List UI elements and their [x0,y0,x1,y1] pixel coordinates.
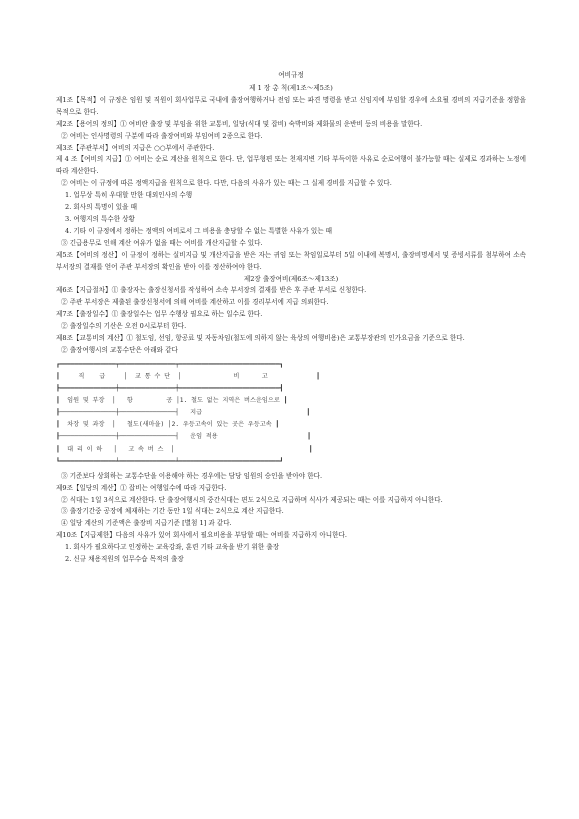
chapter-1-heading: 제 1 장 총 칙(제1조～제5조) [249,84,333,92]
article-4-para-2: ② 여비는 이 규정에 따른 정액지급을 원칙으로 한다. 다만, 다음의 사유가 있는 때는 그 실제 경비를 지급할 수 있다. [61,179,392,188]
article-2-para-1: 제2조【용어의 정의】① 여비란 출장 및 부임을 위한 교통비, 일당(식대 및 잡비) 숙박비와 제화물의 운반비 등의 비용을 말한다. [56,119,423,128]
article-10: 제10조【지급제한】다음의 사유가 있어 회사에서 필요비용을 부담할 때는 여비를 지급하지 아니한다. [56,531,347,540]
article-4-para-3: ③ 긴급용무로 인해 계산 여유가 없을 때는 여비를 개산지급할 수 있다. [61,238,263,247]
article-6-para-1: 제6조【지급절차】① 출장자는 출장신청서를 작성하여 소속 부서장의 결재를 받은 후 주관 부서로 신청한다. [56,286,367,295]
article-5: 제5조【여비의 정산】이 규정이 정하는 실비지급 및 개산지급을 받은 자는 귀임 또는 착임일로부터 5일 이내에 복명서, 출장비명세서 및 증빙서류를 첨부하여 소속 부서장의 결재를 얻어 주관 부서장의 확인을 받아 이를 정산하여야 한다. [56,250,526,271]
chapter-2-heading: 제2장 출장여비(제6조～제13조) [243,274,339,283]
transport-table-text: ┏━━━━━━━━━━━━━━━┯━━━━━━━━━━━━━━━┯━━━━━━━━━━━━━━━━━━━━━━━━━━━┓ ┃ 직 급 │ 교 통 수 단 │ 비 고 ┃ ┣━━━━━━━━━━━━━━━┿━━━━━━━━━━━━━━━┿━━━━━━━━━━━━━━━━━━━━━━━━━━━┫ ┃ 임원 및 부장 │ 항 공 │1. 철도 없는 지역은 버스운임으로 ┃ ┠───────────────┼───────────────┤ 지급 ┃ ┃ 차장 및 과장 │ 철도(새마을) │2. 우등고속이 있는 곳은 우등고속 ┃ ┠───────────────┼───────────────┤ 운임 적용 ┃ ┃ 대 리 이 하 │ 고 속 버 스 │ ┃ ┗━━━━━━━━━━━━━━━┷━━━━━━━━━━━━━━━┷━━━━━━━━━━━━━━━━━━━━━━━━━━━┛ [56,360,320,465]
document-page [56,70,526,566]
article-9-para-1: 제9조【일당의 계산】① 잡비는 여행일수에 따라 지급한다. [56,483,227,492]
article-4-item-4: 4. 기타 이 규정에서 정하는 정액의 여비로서 그 비용을 충당할 수 없는 특별한 사유가 있는 때 [65,226,333,235]
article-6-para-2: ② 주관 부서장은 제출된 출장신청서에 의해 여비를 계산하고 이를 경리부서에 지급 의뢰한다. [61,298,329,307]
document-title: 여비규정 [278,71,304,79]
article-1: 제1조【목적】이 규정은 임원 및 직원이 회사업무로 국내에 출장여행하거나 전임 또는 파견 명령을 받고 신임지에 부임할 경우에 소요될 경비의 지급기준을 정함을 목적으로 한다. [56,95,526,116]
article-4-item-1: 1. 업무상 특히 우대할 만한 대외인사의 수행 [65,191,193,200]
article-3: 제3조【주관부서】여비의 지급은 ○○부에서 주관한다. [56,143,215,152]
article-4-item-3: 3. 여행지의 특수한 상황 [65,214,135,223]
article-9-para-2: ② 식대는 1일 3식으로 계산한다. 단 출장여행시의 중간식대는 편도 2식으로 지급하며 식사가 제공되는 때는 이를 지급하지 아니한다. [61,495,443,504]
article-4-para-1: 제 4 조【여비의 지급】① 여비는 순로 계산을 원칙으로 한다. 단, 업무형편 또는 천재지변 기타 부득이한 사유로 순로여행이 불가능할 때는 실제로 경과하는 노정에 따라 계산한다. [56,155,527,176]
article-7-para-1: 제7조【출장일수】① 출장일수는 업무 수행상 필요로 하는 일수로 한다. [56,310,263,319]
article-9-para-3: ③ 출장기간중 공장에 체재하는 기간 동안 1일 식대는 2식으로 계산 지급한다. [61,507,284,516]
article-7-para-2: ② 출장일수의 기산은 오전 0시로부터 한다. [61,322,187,331]
article-9-para-4: ④ 일당 계산의 기준액은 출장비 지급기준 [별첨 1] 과 같다. [61,519,232,528]
article-4-item-2: 2. 회사의 특명이 있을 때 [65,203,138,212]
article-10-item-2: 2. 신규 채용직원의 업무수습 목적의 출장 [65,555,184,564]
article-10-item-1: 1. 회사가 필요하다고 인정하는 교육강좌, 훈련 기타 교육을 받기 위한 출장 [65,543,280,552]
article-8-para-2: ② 출장여행시의 교통수단은 아래와 같다 [61,345,178,354]
transport-table [56,359,526,468]
article-8-para-3: ③ 기준보다 상회하는 교통수단을 이용해야 하는 경우에는 담당 임원의 승인을 받아야 한다. [61,471,323,480]
article-8-para-1: 제8조【교통비의 계산】① 철도임, 선임, 항공료 및 자동차임(철도에 의하지 않는 육상의 여행비용)은 교통부장관의 인가요금을 기준으로 한다. [56,334,465,343]
article-2-para-2: ② 여비는 인사명령의 구분에 따라 출장여비와 부임여비 2종으로 한다. [61,131,263,140]
